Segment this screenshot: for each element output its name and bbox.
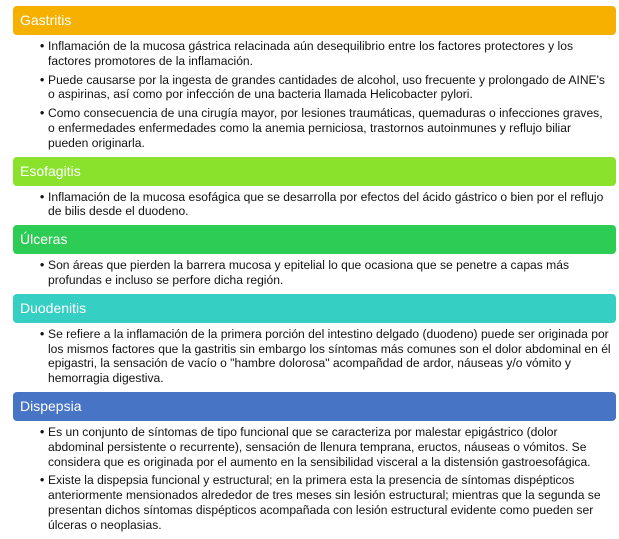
bullet-item: • Se refiere a la inflamación de la primera porción del intestino delgado (duodeno) puede ser originada por los mismos factores que la gastritis sin embargo los síntomas más comunes son el dolor abdominal en él epigastri, la sensación de vacío o "hambre dolorosa" acompañdad de ardor, náuseas y/o vómito y hemorragia digestiva. xyxy=(40,327,611,386)
bullets-esofagitis xyxy=(13,190,616,220)
bullet-item: • Puede causarse por la ingesta de grandes cantidades de alcohol, uso frecuente y prolongado de AINE's o aspirinas, así como por infección de una bacteria llamada Helicobacter pylori. xyxy=(40,73,611,103)
section-esofagitis xyxy=(13,157,616,220)
diagram-page xyxy=(13,6,616,539)
header-duodenitis: Duodenitis xyxy=(13,294,616,323)
bullets-gastritis xyxy=(13,39,616,151)
section-ulceras xyxy=(13,225,616,288)
section-dispepsia xyxy=(13,392,616,533)
section-duodenitis xyxy=(13,294,616,386)
bullet-item: • Son áreas que pierden la barrera mucosa y epitelial lo que ocasiona que se penetre a capas más profundas e incluso se perfore dicha región. xyxy=(40,258,611,288)
bullet-item: • Inflamación de la mucosa gástrica relacinada aún desequilibrio entre los factores protectores y los factores promotores de la inflamación. xyxy=(40,39,611,69)
section-gastritis xyxy=(13,6,616,151)
header-gastritis: Gastritis xyxy=(13,6,616,35)
header-esofagitis: Esofagitis xyxy=(13,157,616,186)
header-dispepsia: Dispepsia xyxy=(13,392,616,421)
bullet-item: • Es un conjunto de síntomas de tipo funcional que se caracteriza por malestar epigástrico (dolor abdominal persistente o recurrente), sensación de llenura temprana, eructos, náuseas o vómitos. Se considera que es originada por el aumento en la sensibilidad visceral a la distensión gastroesofágica. xyxy=(40,425,611,469)
bullet-item: • Inflamación de la mucosa esofágica que se desarrolla por efectos del ácido gástrico o bien por el reflujo de bilis desde el duodeno. xyxy=(40,190,611,220)
bullets-duodenitis xyxy=(13,327,616,386)
bullet-item: • Como consecuencia de una cirugía mayor, por lesiones traumáticas, quemaduras o infecciones graves, o enfermedades enfermedades como la anemia perniciosa, trastornos autoinmunes y reflujo biliar pueden originarla. xyxy=(40,106,611,150)
bullet-item: • Existe la dispepsia funcional y estructural; en la primera esta la presencia de síntomas dispépticos anteriormente mensionados alrededor de tres meses sin lesión estructural; mientras que la segunda se presentan dichos síntomas dispépticos acompañada con lesión estructural evidente como pueden ser úlceras o neoplasias. xyxy=(40,473,611,532)
header-ulceras: Úlceras xyxy=(13,225,616,254)
bullets-ulceras xyxy=(13,258,616,288)
bullets-dispepsia xyxy=(13,425,616,533)
